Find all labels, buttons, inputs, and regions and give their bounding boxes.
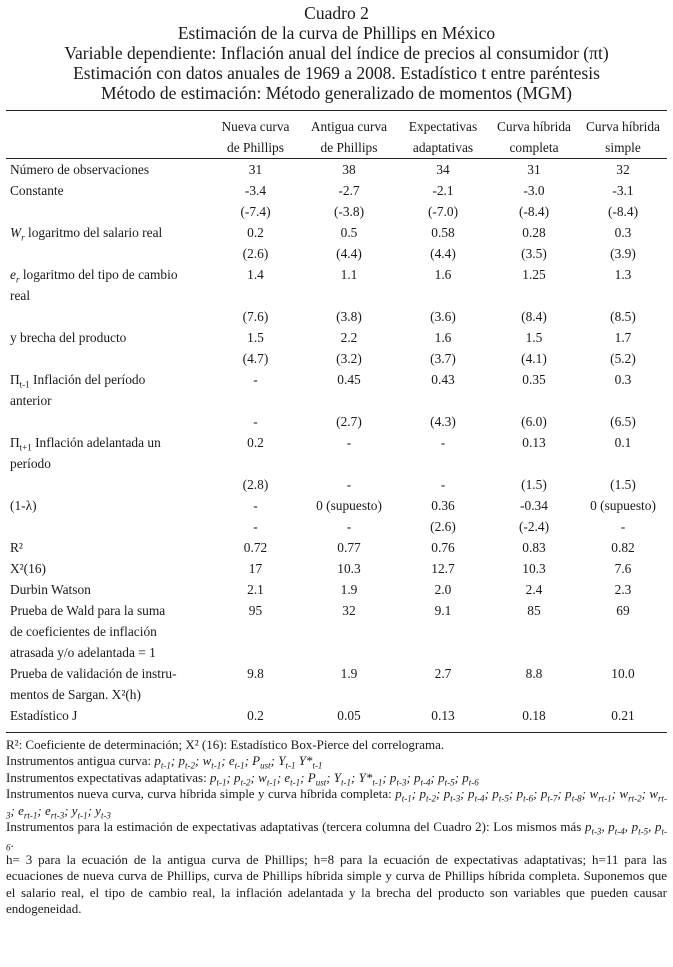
table-row [6, 390, 667, 411]
table-cell: 10.3 [337, 561, 361, 576]
row-label: Prueba de Wald para la suma [10, 603, 166, 618]
table-cell: 1.5 [247, 330, 264, 345]
table-cell: 0.13 [431, 708, 455, 723]
table-row [6, 243, 667, 264]
table-cell: 1.9 [340, 582, 358, 597]
row-label [6, 432, 210, 453]
t-stat-cell: (-3.8) [333, 204, 365, 219]
table-cell: 9.8 [247, 666, 264, 681]
table-cell: - [440, 435, 446, 450]
row-label-continued: de coeficientes de inflación [10, 624, 157, 639]
t-stat-cell: (3.5) [521, 246, 547, 261]
table-cell: -2.1 [432, 183, 454, 198]
table-cell: 2.0 [434, 582, 452, 597]
row-symbol: Π [10, 435, 20, 450]
table-cell: 0.1 [614, 435, 632, 450]
t-stat-cell: (2.6) [430, 519, 456, 534]
table-cell: 0 (supuesto) [590, 498, 656, 513]
table-row [6, 642, 667, 663]
table-row [6, 600, 667, 621]
table-row [6, 495, 667, 516]
column-header: Nueva curva [221, 119, 290, 134]
table-cell: 1.3 [614, 267, 632, 282]
table-cell: 0.58 [431, 225, 455, 240]
t-stat-cell: (3.2) [336, 351, 362, 366]
table-row [6, 180, 667, 201]
t-stat-cell: - [620, 519, 626, 534]
table-cell: 32 [342, 603, 356, 618]
table-cell: 38 [342, 162, 356, 177]
table-cell: 0.21 [611, 708, 635, 723]
column-header: simple [579, 137, 667, 159]
table-cell: 0.77 [337, 540, 361, 555]
table-row [6, 705, 667, 726]
table-cell: -3.4 [244, 183, 267, 198]
table-row [6, 306, 667, 327]
row-label: R² [10, 540, 23, 555]
t-stat-cell: (8.5) [610, 309, 636, 324]
table-cell: 31 [527, 162, 541, 177]
table-row [6, 285, 667, 306]
row-label: (1-λ) [10, 498, 37, 513]
t-stat-cell: (3.7) [430, 351, 456, 366]
table-cell: 31 [248, 162, 263, 177]
table-cell: 1.4 [247, 267, 264, 282]
t-stat-cell: (4.3) [430, 414, 456, 429]
t-stat-cell: - [440, 477, 446, 492]
column-header: Expectativas [408, 119, 478, 134]
row-label: Durbin Watson [10, 582, 91, 597]
column-header: Curva híbrida [496, 119, 571, 134]
column-header: de Phillips [301, 137, 397, 159]
table-cell: 0.36 [431, 498, 455, 513]
table-row [6, 264, 667, 285]
row-symbol: W [10, 225, 22, 240]
table-row [6, 621, 667, 642]
t-stat-cell: (4.4) [430, 246, 456, 261]
t-stat-cell: (2.8) [242, 477, 269, 492]
row-label-continued: real [10, 288, 31, 303]
t-stat-cell: (3.6) [430, 309, 456, 324]
table-row [6, 684, 667, 705]
dependent-variable: Variable dependiente: Inflación anual del índice de precios al consumidor (πt) [64, 43, 609, 63]
row-symbol-subscript: t-1 [19, 379, 30, 390]
table-notes [6, 737, 667, 917]
row-label-continued: anterior [10, 393, 52, 408]
t-stat-cell: (7.6) [242, 309, 269, 324]
t-stat-cell: (-7.0) [427, 204, 459, 219]
table-cell: 8.8 [525, 666, 543, 681]
t-stat-cell: (4.7) [242, 351, 269, 366]
table-cell: 0.72 [243, 540, 268, 555]
table-cell: - [253, 498, 258, 513]
row-label: Prueba de validación de instru- [10, 666, 177, 681]
table-cell: 1.1 [340, 267, 358, 282]
t-stat-cell: - [253, 414, 258, 429]
column-header: completa [489, 137, 579, 159]
table-row [6, 474, 667, 495]
table-cell: - [253, 372, 258, 387]
table-cell: 0.76 [431, 540, 455, 555]
table-row [6, 159, 667, 181]
table-row [6, 348, 667, 369]
table-cell: 9.1 [434, 603, 452, 618]
row-label [6, 222, 210, 243]
t-stat-cell: (1.5) [521, 477, 547, 492]
table-cell: 0.2 [247, 708, 264, 723]
table-cell: 69 [616, 603, 630, 618]
table-cell: 12.7 [431, 561, 455, 576]
row-label: Constante [10, 183, 64, 198]
table-cell: 7.6 [614, 561, 632, 576]
row-symbol-subscript: r [21, 232, 25, 243]
row-label-continued: atrasada y/o adelantada = 1 [10, 645, 156, 660]
table-cell: 32 [616, 162, 630, 177]
row-label: y brecha del producto [10, 330, 127, 345]
table-number: Cuadro 2 [304, 3, 369, 23]
row-symbol: e [10, 267, 16, 282]
table-cell: 95 [248, 603, 263, 618]
table-cell: -3.0 [523, 183, 545, 198]
t-stat-cell: (8.4) [521, 309, 547, 324]
table-row [6, 369, 667, 390]
table-cell: 10.3 [522, 561, 546, 576]
table-cell: 2.7 [434, 666, 452, 681]
row-symbol: Π [10, 372, 20, 387]
row-label-continued: período [10, 456, 51, 471]
t-stat-cell: (3.9) [610, 246, 636, 261]
table-cell: 0 (supuesto) [316, 498, 382, 513]
table-row [6, 411, 667, 432]
table-cell: 2.1 [247, 582, 264, 597]
column-header: Curva híbrida [585, 119, 660, 134]
table-cell: 0.3 [614, 225, 632, 240]
t-stat-cell: (2.6) [242, 246, 269, 261]
table-cell: 0.45 [337, 372, 361, 387]
table-cell: 1.7 [614, 330, 632, 345]
t-stat-cell: (-2.4) [518, 519, 550, 534]
table-title-block [0, 0, 673, 103]
row-label: X²(16) [10, 561, 46, 576]
t-stat-cell: (3.8) [336, 309, 362, 324]
table-row [6, 663, 667, 684]
row-symbol-subscript: r [15, 274, 20, 285]
t-stat-cell: (4.1) [521, 351, 547, 366]
table-row [6, 327, 667, 348]
row-label-text: Inflación del período [29, 372, 146, 387]
row-label-continued: mentos de Sargan. X²(h) [10, 687, 141, 702]
table-cell: 2.3 [614, 582, 632, 597]
t-stat-cell: (6.0) [521, 414, 547, 429]
table-row [6, 453, 667, 474]
table-cell: 85 [527, 603, 541, 618]
results-table [6, 110, 667, 733]
table-cell: 0.05 [337, 708, 361, 723]
table-cell: 0.2 [247, 435, 264, 450]
table-cell: 0.18 [522, 708, 546, 723]
column-header: de Phillips [210, 137, 301, 159]
table-title: Estimación de la curva de Phillips en México [177, 23, 496, 43]
table-cell: 1.5 [525, 330, 543, 345]
note-instruments-new-hybrid: Instrumentos nueva curva, curva híbrida simple y curva híbrida completa: $p_{t-1}$; $p_{t-2}$; $p_{t-3}$; $p_{t-4}$; $p_{t-5}$; $p_{t-6}$; $p_{t-7}$; $p_{t-8}$; $w_{rt-1}$; $w_{rt-2}$; $w_{rt-3}$; $e_{rt-1}$; $e_{rt-3}$; $y_{t-1}$; $y_{t-3}$ [6, 786, 667, 821]
table-row [6, 516, 667, 537]
table-cell: 0.82 [611, 540, 635, 555]
t-stat-cell: - [253, 519, 258, 534]
t-stat-cell: (1.5) [610, 477, 636, 492]
table-cell: 17 [248, 561, 263, 576]
table-cell: -0.34 [520, 498, 548, 513]
note-instruments-old-curve: Instrumentos antigua curva: $p_{t-1}$; $p_{t-2}$; $w_{t-1}$; $e_{t-1}$; $P_{ust}$; $Y_{t-1}$ $Y*_{t-1}$ [6, 753, 323, 771]
table-cell: 2.4 [525, 582, 543, 597]
table-cell: 1.25 [522, 267, 546, 282]
table-row [6, 558, 667, 579]
note-instruments-adaptive: Instrumentos expectativas adaptativas: $p_{t-1}$; $p_{t-2}$; $w_{t-1}$; $e_{t-1}$; $P_{ust}$; $Y_{t-1}$; $Y*_{t-1}$; $p_{t-3}$; $p_{t-4}$; $p_{t-5}$; $p_{t-6}$ [6, 769, 479, 788]
note-h-values: h= 3 para la ecuación de la antigua curva de Phillips; h=8 para la ecuación de expectativas adaptativas; h=11 para las ecuaciones de nueva curva de Phillips, curva de Phillips híbrida simple y curva de Phillips híbrida completa. Suponemos que el salario real, el tipo de cambio real, la inflación adelantada y la brecha del producto son variables que pueden causar endogeneidad. [6, 851, 667, 917]
table-row [6, 432, 667, 453]
row-label: Número de observaciones [10, 162, 150, 177]
table-row [6, 579, 667, 600]
estimation-method: Método de estimación: Método generalizado de momentos (MGM) [101, 83, 572, 103]
column-header: adaptativas [397, 137, 489, 159]
table-cell: 0.43 [431, 372, 455, 387]
row-label-text: Inflación adelantada un [31, 435, 161, 450]
row-label-text: logaritmo del tipo de cambio [19, 267, 178, 282]
table-cell: 2.2 [340, 330, 358, 345]
estimation-sample: Estimación con datos anuales de 1969 a 2008. Estadístico t entre paréntesis [73, 63, 600, 83]
row-label [6, 264, 210, 285]
table-cell: 1.6 [434, 330, 452, 345]
t-stat-cell: (-7.4) [240, 204, 271, 219]
table-cell: 1.6 [434, 267, 452, 282]
table-cell: 0.83 [522, 540, 546, 555]
row-label-text: logaritmo del salario real [24, 225, 163, 240]
t-stat-cell: (6.5) [610, 414, 636, 429]
t-stat-cell: (5.2) [610, 351, 636, 366]
t-stat-cell: - [346, 477, 352, 492]
table-cell: 10.0 [611, 666, 635, 681]
table-cell: 0.35 [522, 372, 546, 387]
table-cell: 0.28 [522, 225, 546, 240]
row-symbol-subscript: t+1 [19, 442, 32, 453]
row-label: Estadístico J [10, 708, 78, 723]
table-row [6, 537, 667, 558]
row-label [6, 369, 210, 390]
table-row [6, 201, 667, 222]
table-cell: 0.5 [340, 225, 358, 240]
table-cell: 0.13 [522, 435, 546, 450]
table-cell: -2.7 [338, 183, 360, 198]
table-row [6, 222, 667, 243]
note-definitions: R²: Coeficiente de determinación; X² (16): Estadístico Box-Pierce del correlograma. [6, 737, 445, 752]
t-stat-cell: (2.7) [336, 414, 362, 429]
table-cell: 0.2 [247, 225, 264, 240]
t-stat-cell: (-8.4) [607, 204, 639, 219]
table-cell: -3.1 [612, 183, 634, 198]
table-cell: - [346, 435, 352, 450]
note-instruments-expectations: Instrumentos para la estimación de expectativas adaptativas (tercera columna del Cuadro 2): Los mismos más $p_{t-3}$, $p_{t-4}$, $p_{t-5}$, $p_{t-6}$. [6, 819, 668, 854]
table-cell: 0.3 [614, 372, 632, 387]
t-stat-cell: (4.4) [336, 246, 362, 261]
table-cell: 1.9 [340, 666, 358, 681]
table-cell: 34 [436, 162, 450, 177]
t-stat-cell: - [346, 519, 352, 534]
t-stat-cell: (-8.4) [518, 204, 550, 219]
column-header: Antigua curva [310, 119, 388, 134]
